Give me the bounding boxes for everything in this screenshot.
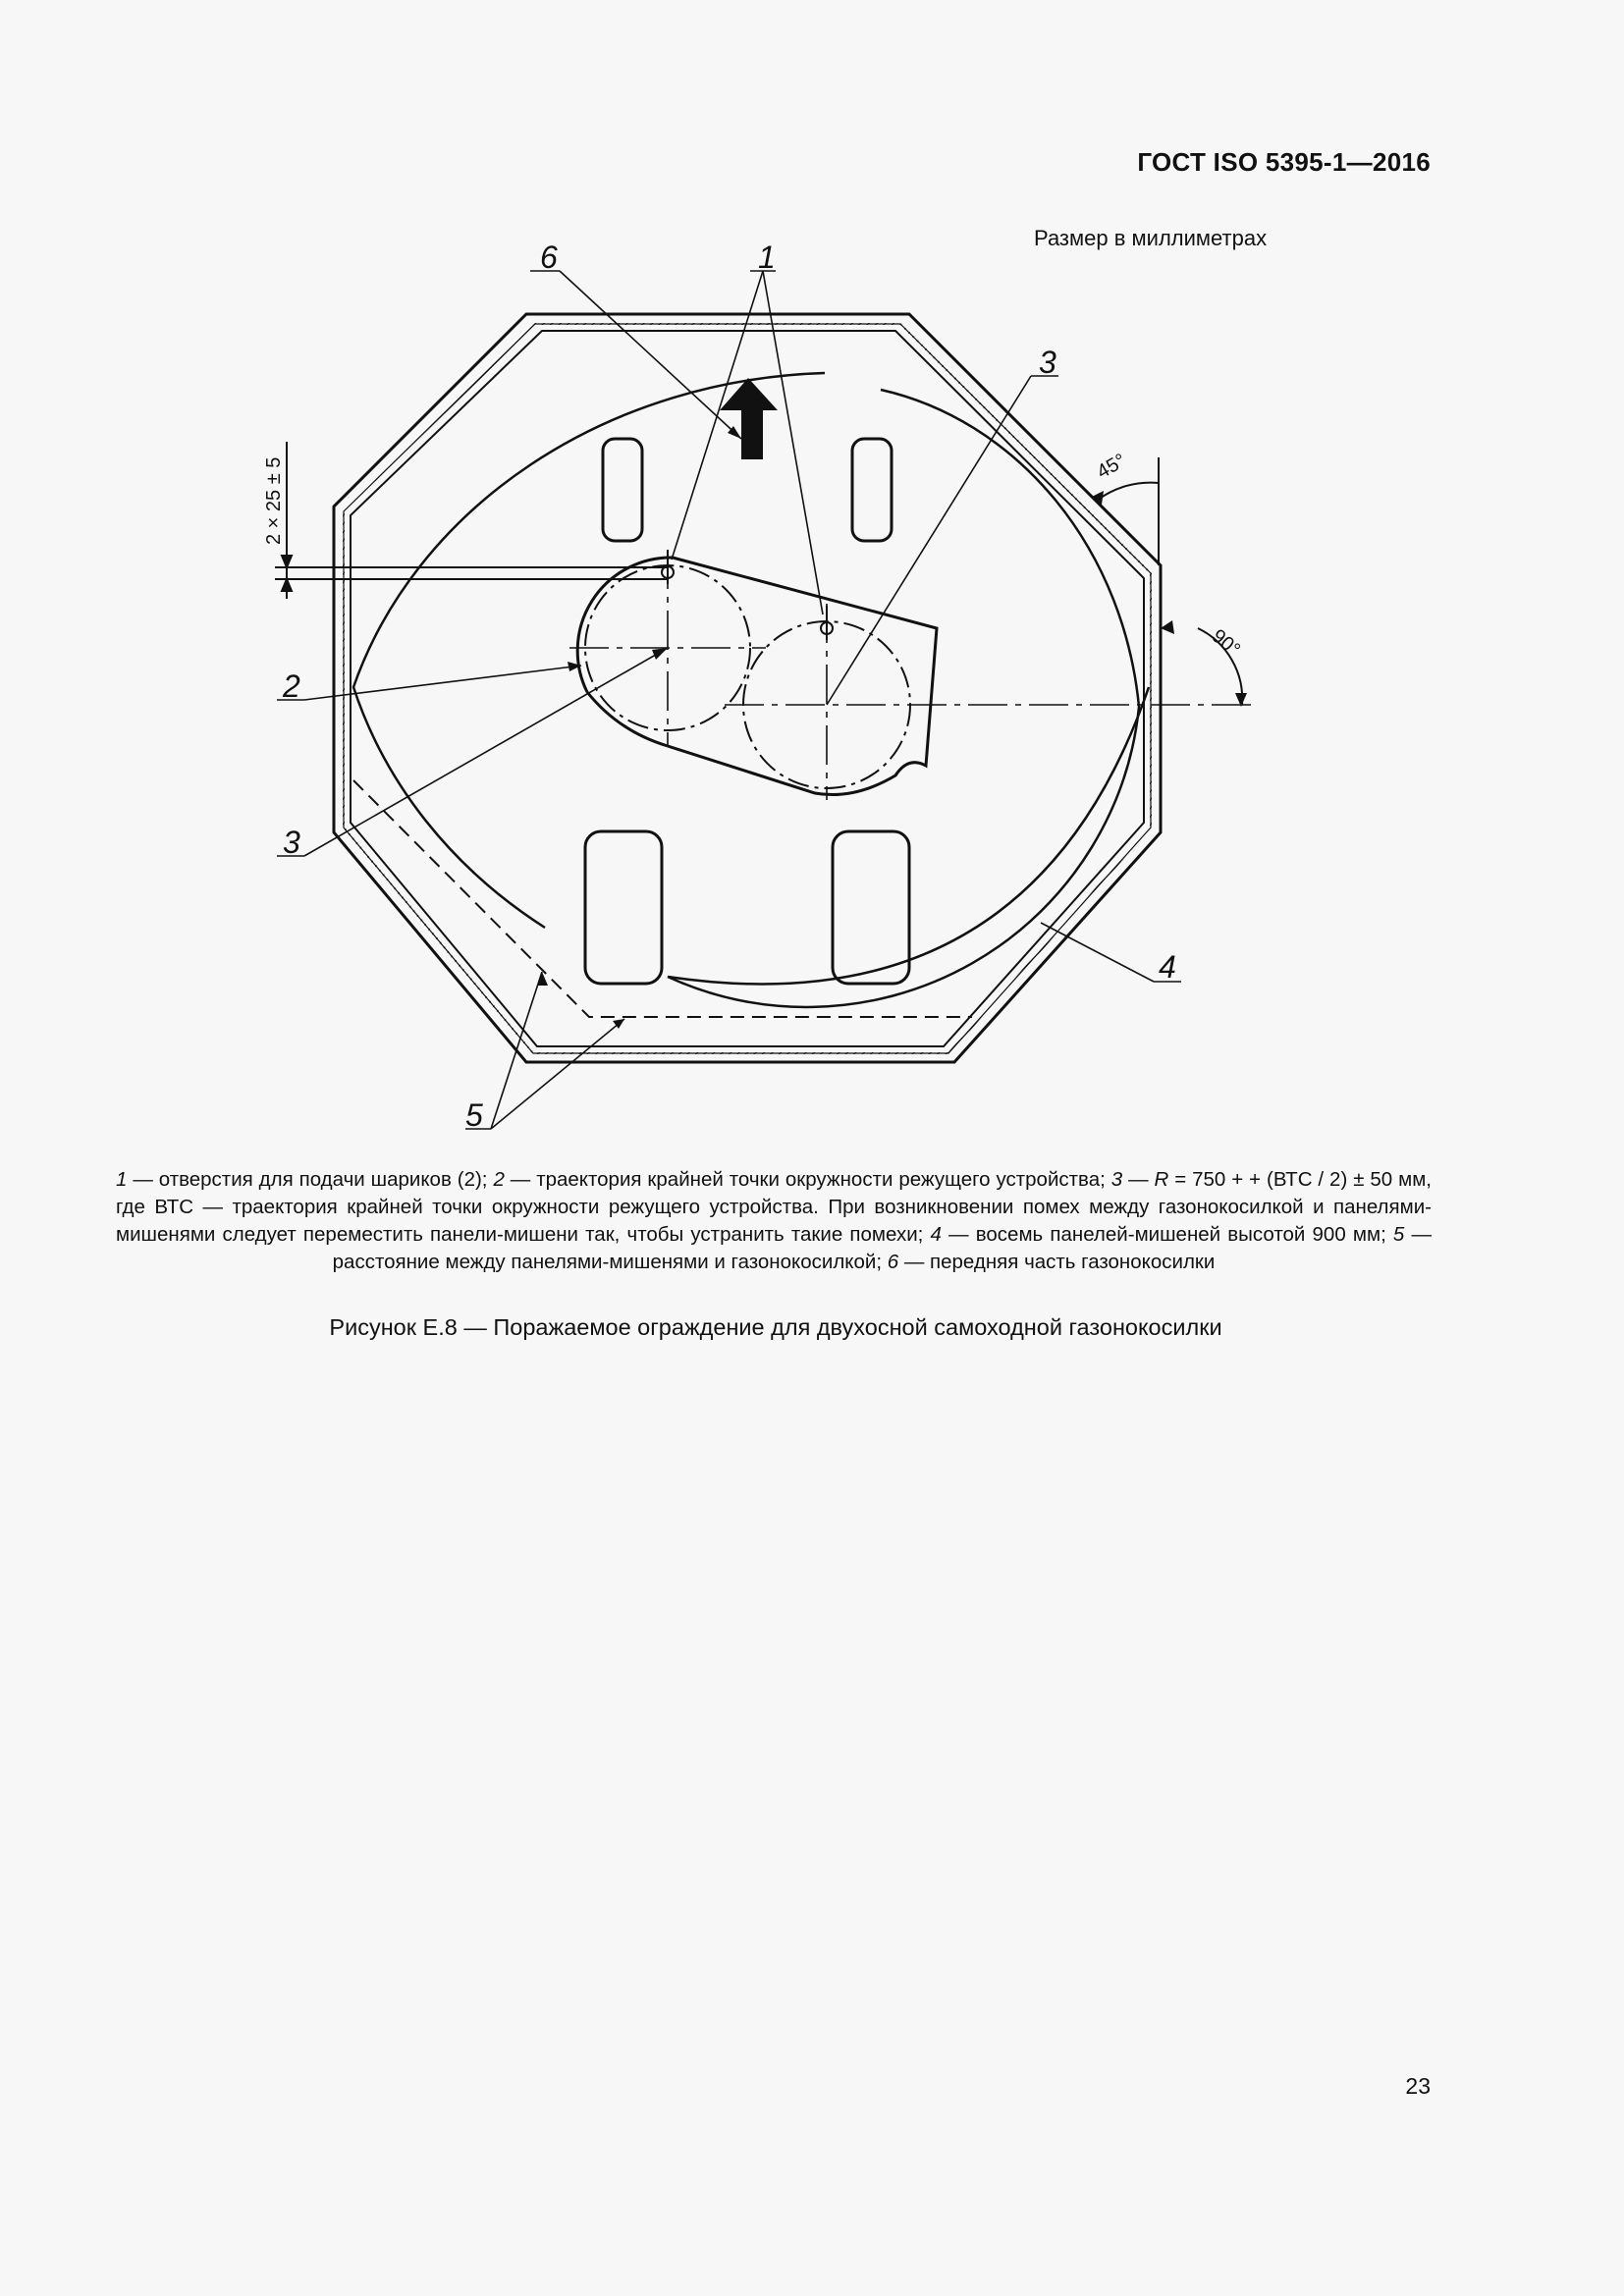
callout-5: 5 xyxy=(465,1097,483,1133)
legend-text-4: — восемь панелей-мишеней высотой 900 мм; xyxy=(941,1223,1393,1246)
leader-arrowheads xyxy=(538,426,741,1029)
legend-text-3a: — xyxy=(1122,1168,1155,1191)
document-header: ГОСТ ISO 5395-1—2016 xyxy=(1137,147,1431,177)
figure-caption: Рисунок Е.8 — Поражаемое ограждение для двухосной самоходной газонокосилки xyxy=(329,1314,1222,1340)
legend-key-6: 6 xyxy=(887,1251,899,1273)
trajectory-arcs xyxy=(353,373,1149,1007)
legend-key-1: 1 xyxy=(116,1168,128,1191)
legend-text-3b: = 750 + + (ВТС / 2) ± 50 мм, где ВТС — траектория крайней точки окружности режущего устройства. При возникновении помех между газонокосилкой и панелями-мишенями следует переместить панели-мишени так, чтобы устранить такие помехи; xyxy=(116,1168,1432,1246)
angle-45-label: 45° xyxy=(1093,450,1130,484)
direction-arrow-icon xyxy=(720,378,778,459)
legend-key-3: 3 xyxy=(1110,1168,1123,1191)
callout-2: 2 xyxy=(283,668,300,704)
callout-3-bottom: 3 xyxy=(283,825,300,860)
units-note: Размер в миллиметрах xyxy=(1034,226,1268,250)
callout-6: 6 xyxy=(540,240,558,275)
legend-text-5: — расстояние между панелями-мишенями и газонокосилкой; xyxy=(332,1223,1432,1273)
callout-4: 4 xyxy=(1159,949,1176,985)
dimension-label: 2 × 25 ± 5 xyxy=(263,456,285,545)
legend-key-2: 2 xyxy=(493,1168,505,1191)
panel-slots xyxy=(585,439,909,984)
leader-lines xyxy=(277,271,1181,1129)
mower-body xyxy=(577,558,937,795)
callout-1: 1 xyxy=(758,240,776,275)
callout-3-top: 3 xyxy=(1039,345,1056,380)
legend-key-4: 4 xyxy=(930,1223,942,1246)
legend-text-2: — траектория крайней точки окружности режущего устройства; xyxy=(504,1168,1111,1191)
cutting-circles xyxy=(585,565,910,788)
angle-90-label: 90° xyxy=(1207,624,1245,662)
legend-key-5: 5 xyxy=(1392,1223,1405,1246)
angle-markers xyxy=(1097,457,1245,705)
legend-text-1: — отверстия для подачи шариков (2); xyxy=(127,1168,494,1191)
figure-legend xyxy=(116,1166,1432,1276)
page-number: 23 xyxy=(1405,2073,1431,2099)
angle-arrowheads xyxy=(1092,491,1247,707)
legend-symbol-r: R xyxy=(1154,1168,1169,1191)
legend-text-6: — передняя часть газонокосилки xyxy=(898,1251,1216,1273)
